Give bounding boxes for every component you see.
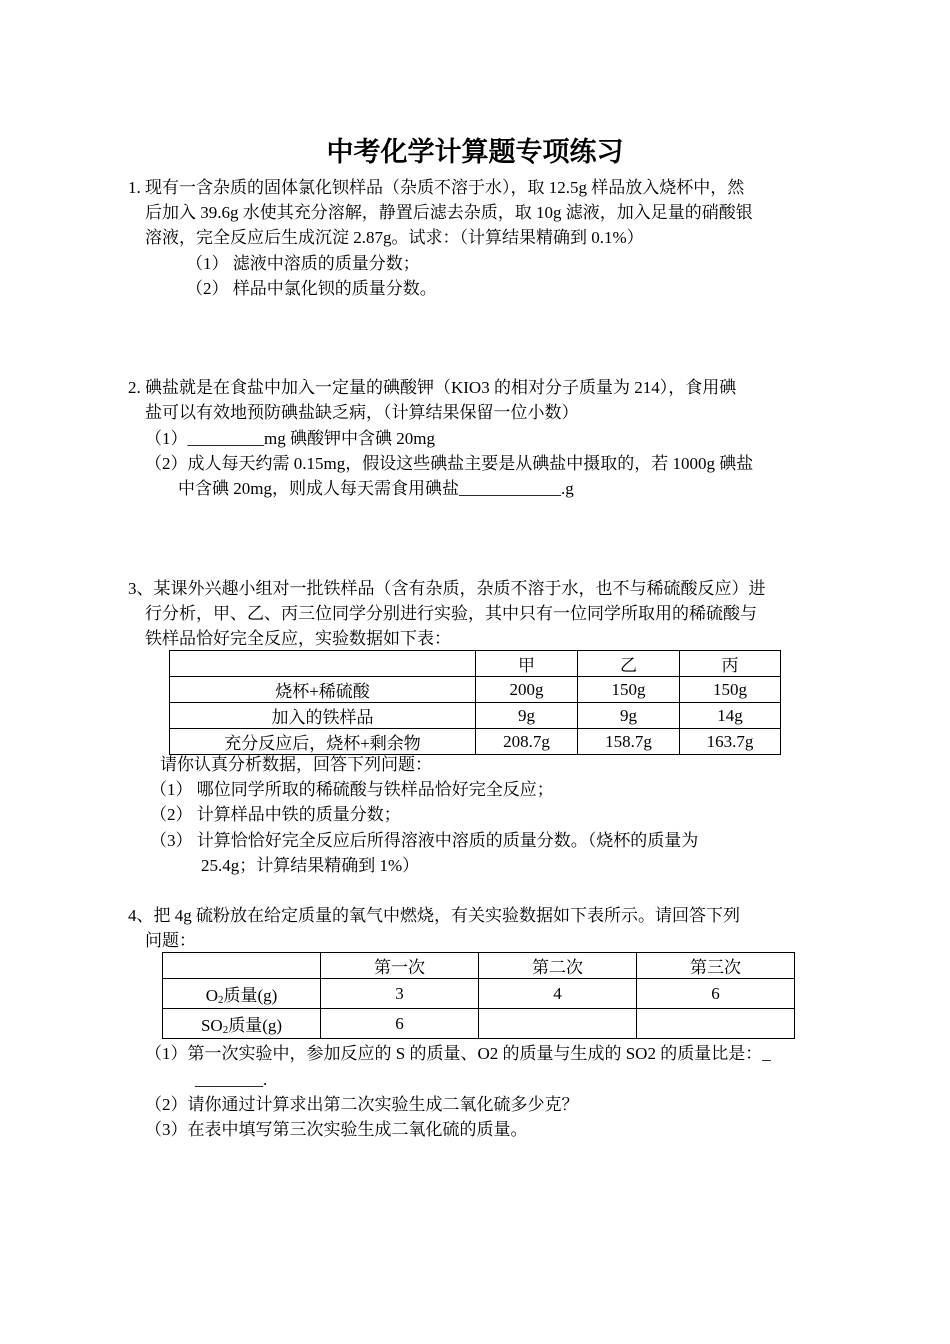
table-row (170, 677, 781, 703)
q2-line-2: 盐可以有效地预防碘盐缺乏病，（计算结果保留一位小数） (145, 403, 579, 422)
table-cell: 3 (321, 979, 479, 1009)
q4-line-1: 4、把 4g 硫粉放在给定质量的氧气中燃烧，有关实验数据如下表所示。请回答下列 (128, 906, 740, 925)
table-cell: 150g (578, 677, 680, 703)
q3-after-3: （3） 计算恰恰好完全反应后所得溶液中溶质的质量分数。（烧杯的质量为 (150, 831, 699, 850)
q1-sub-2: （2） 样品中氯化钡的质量分数。 (186, 279, 437, 298)
table-cell: 14g (680, 703, 781, 729)
table-cell (479, 1009, 637, 1039)
table-row (170, 703, 781, 729)
q4-after-2: （2）请你通过计算求出第二次实验生成二氧化硫多少克？ (145, 1095, 579, 1114)
table-row (163, 1009, 795, 1039)
table-header-cell: 甲 (476, 651, 578, 677)
q1-line-1: 1. 现有一含杂质的固体氯化钡样品（杂质不溶于水），取 12.5g 样品放入烧杯中，然 (128, 178, 745, 197)
q3-after-2: （2） 计算样品中铁的质量分数； (150, 805, 401, 824)
q4-line-2: 问题： (145, 931, 196, 950)
q2-line-4: （2）成人每天约需 0.15mg，假设这些碘盐主要是从碘盐中摄取的，若 1000g 碘盐 (145, 454, 754, 473)
table-row (170, 729, 781, 755)
page-title: 中考化学计算题专项练习 (326, 137, 624, 168)
table-row (163, 979, 795, 1009)
table-header-cell: 第二次 (479, 953, 637, 979)
q4-after-3: （3）在表中填写第三次实验生成二氧化硫的质量。 (145, 1120, 528, 1139)
table-cell: 6 (637, 979, 795, 1009)
q2-line-1: 2. 碘盐就是在食盐中加入一定量的碘酸钾（KIO3 的相对分子质量为 214），食用碘 (128, 378, 737, 397)
table-header-cell: 乙 (578, 651, 680, 677)
table-row-label: $SO_2$质量(g) (163, 1009, 321, 1039)
table-header-cell: 第三次 (637, 953, 795, 979)
q3-line-2: 行分析，甲、乙、丙三位同学分别进行实验，其中只有一位同学所取用的稀硫酸与 (145, 604, 757, 623)
q3-line-3: 铁样品恰好完全反应，实验数据如下表： (145, 629, 451, 648)
table-cell: 充分反应后，烧杯+剩余物 (170, 729, 476, 755)
q4-data-table (162, 952, 795, 1039)
q1-line-3: 溶液，完全反应后生成沉淀 2.87g。试求：（计算结果精确到 0.1%） (145, 228, 644, 247)
q4-after-1: ________. (195, 1070, 268, 1089)
q1-line-2: 后加入 39.6g 水使其充分溶解，静置后滤去杂质，取 10g 滤液，加入足量的硝酸银 (145, 203, 753, 222)
q3-after-1: （1） 哪位同学所取的稀硫酸与铁样品恰好完全反应； (150, 780, 554, 799)
table-cell: 158.7g (578, 729, 680, 755)
q3-after-4: 25.4g；计算结果精确到 1%） (201, 856, 420, 875)
q3-data-table (169, 650, 781, 755)
table-cell: 9g (476, 703, 578, 729)
table-cell: 6 (321, 1009, 479, 1039)
table-cell: 加入的铁样品 (170, 703, 476, 729)
table-header-cell (163, 953, 321, 979)
q3-line-1: 3、某课外兴趣小组对一批铁样品（含有杂质，杂质不溶于水，也不与稀硫酸反应）进 (128, 579, 766, 598)
q3-after-0: 请你认真分析数据，回答下列问题： (160, 755, 432, 774)
q2-line-5: 中含碘 20mg，则成人每天需食用碘盐____________.g (178, 479, 574, 498)
table-cell: 163.7g (680, 729, 781, 755)
q2-line-3: （1）_________mg 碘酸钾中含碘 20mg (145, 429, 435, 448)
table-cell: 200g (476, 677, 578, 703)
table-header-cell: 第一次 (321, 953, 479, 979)
table-header-cell (170, 651, 476, 677)
table-cell: 9g (578, 703, 680, 729)
table-cell: 4 (479, 979, 637, 1009)
table-row-label: $O_2$质量(g) (163, 979, 321, 1009)
q4-after-0: （1）第一次实验中，参加反应的 S 的质量、O2 的质量与生成的 SO2 的质量比是：_ (145, 1044, 771, 1063)
table-header-cell: 丙 (680, 651, 781, 677)
table-cell (637, 1009, 795, 1039)
table-cell: 150g (680, 677, 781, 703)
table-cell: 208.7g (476, 729, 578, 755)
table-cell: 烧杯+稀硫酸 (170, 677, 476, 703)
q1-sub-1: （1） 滤液中溶质的质量分数； (186, 254, 420, 273)
